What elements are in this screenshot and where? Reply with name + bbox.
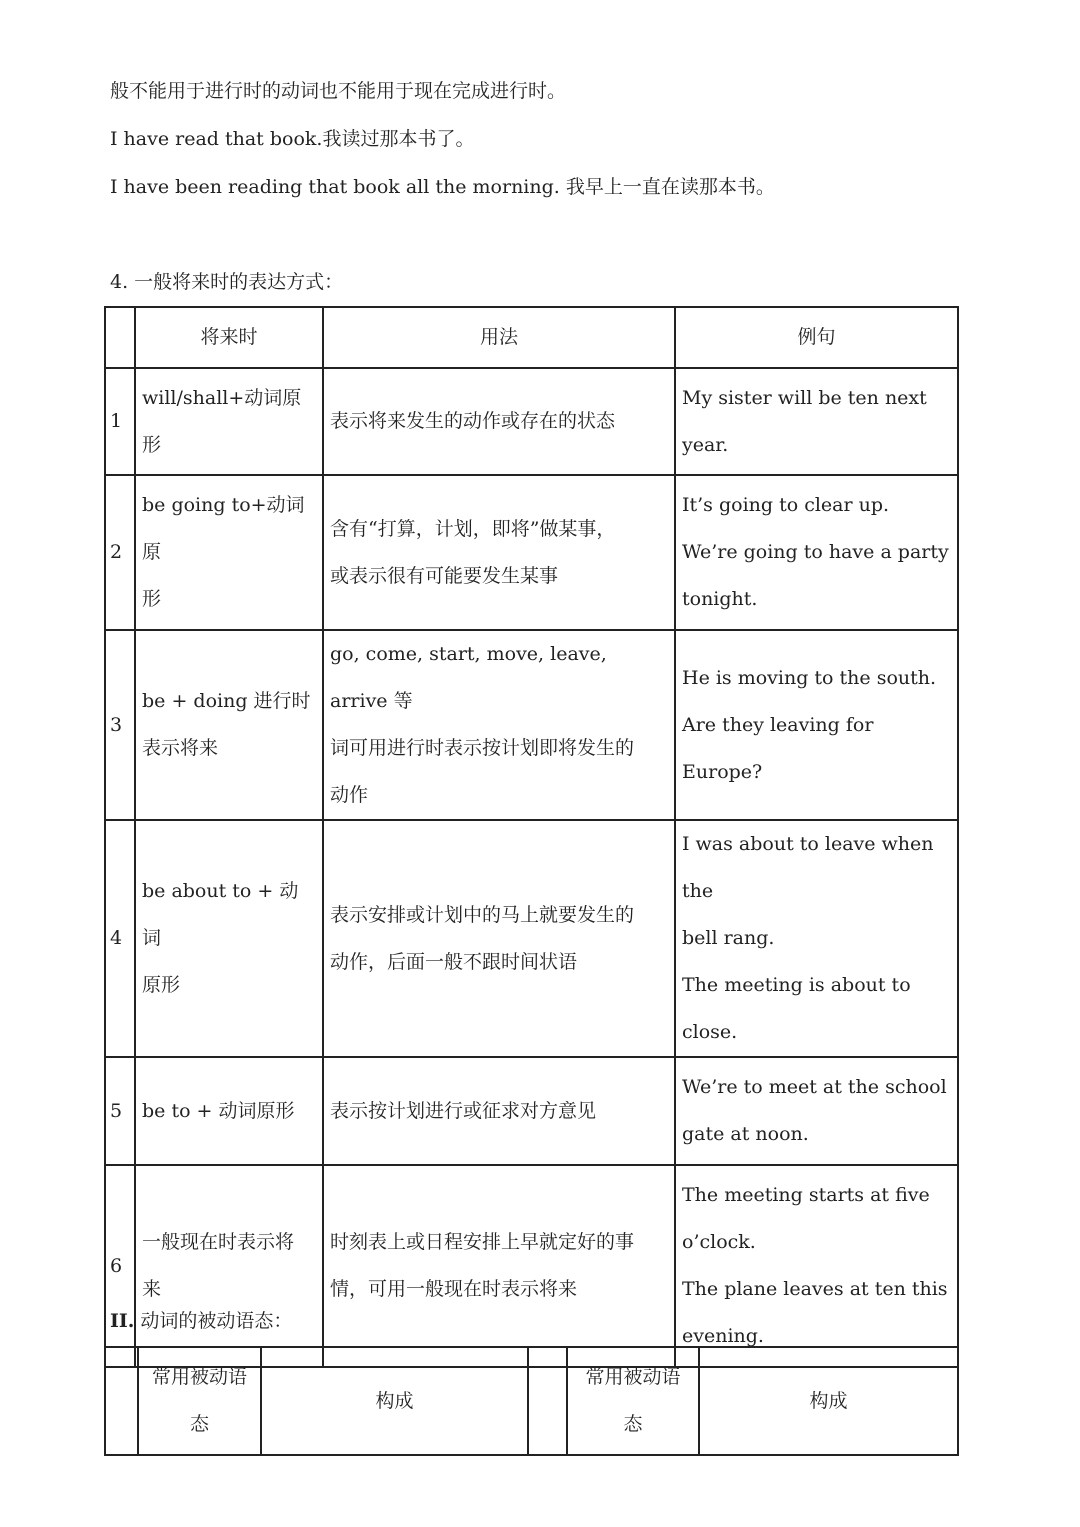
future-tense-table — [104, 306, 959, 1368]
row-number-cell: 1 — [105, 368, 135, 475]
example-cell-line: evening. — [682, 1325, 764, 1347]
example-cell — [675, 475, 958, 630]
usage-cell-line: 表示将来发生的动作或存在的状态 — [330, 410, 616, 432]
header-cell-index — [105, 307, 135, 368]
row-number-cell: 6 — [105, 1165, 135, 1367]
usage-cell-line: 含有“打算，计划，即将”做某事， — [330, 517, 616, 540]
tense-form-cell — [135, 475, 323, 630]
passive-header-common-2-line1: 常用被动语 — [585, 1366, 681, 1388]
example-cell-line: It’s going to clear up. — [682, 494, 890, 516]
usage-cell-line: 或表示很有可能要发生某事 — [330, 564, 559, 587]
usage-cell — [323, 630, 675, 820]
tense-form-cell-line: be going to+动词原 — [142, 494, 305, 563]
tense-form-cell-line: 表示将来 — [142, 737, 219, 759]
tense-form-cell-line: 形 — [142, 433, 162, 456]
passive-header-common-2 — [567, 1347, 699, 1455]
usage-cell-line: 情，可用一般现在时表示将来 — [330, 1278, 578, 1300]
tense-form-cell — [135, 630, 323, 820]
row-number-cell: 2 — [105, 475, 135, 630]
table-row — [105, 368, 958, 475]
intro-line-1: 般不能用于进行时的动词也不能用于现在完成进行时。 — [110, 80, 567, 102]
example-cell-line: He is moving to the south. — [682, 666, 937, 689]
passive-header-common-2-line2: 态 — [623, 1413, 643, 1435]
table-header-row — [105, 307, 958, 368]
usage-cell-line: 动作，后面一般不跟时间状语 — [330, 950, 578, 973]
tense-form-cell-line: 来 — [142, 1278, 162, 1300]
section-ii-heading — [110, 1309, 292, 1333]
header-cell-tense: 将来时 — [135, 307, 323, 368]
passive-header-common-1-line1: 常用被动语 — [151, 1366, 247, 1388]
tense-form-cell — [135, 1057, 323, 1165]
tense-form-cell-line: be to + 动词原形 — [142, 1099, 295, 1122]
example-cell — [675, 1165, 958, 1367]
usage-cell-line: 表示安排或计划中的马上就要发生的 — [330, 903, 635, 926]
section-ii-roman: II. — [110, 1310, 135, 1332]
passive-header-common-1 — [138, 1347, 261, 1455]
example-cell-line: o’clock. — [682, 1231, 756, 1253]
intro-line-3: I have been reading that book all the morning. 我早上一直在读那本书。 — [110, 176, 775, 198]
row-number-cell: 5 — [105, 1057, 135, 1165]
usage-cell-line: 表示按计划进行或征求对方意见 — [330, 1099, 597, 1122]
tense-form-cell-line: will/shall+动词原 — [142, 386, 302, 409]
example-cell-line: Are they leaving for Europe? — [682, 713, 874, 783]
tense-form-cell — [135, 820, 323, 1057]
example-cell-line: gate at noon. — [682, 1123, 809, 1145]
passive-header-structure-2: 构成 — [699, 1347, 958, 1455]
usage-cell — [323, 475, 675, 630]
usage-cell-line: 词可用进行时表示按计划即将发生的 — [330, 737, 635, 759]
passive-voice-table — [104, 1346, 959, 1456]
usage-cell-line: go, come, start, move, leave, arrive 等 — [330, 643, 607, 712]
example-cell — [675, 820, 958, 1057]
example-cell-line: I was about to leave when the — [682, 833, 934, 902]
passive-header-row — [105, 1347, 958, 1455]
row-number-cell: 3 — [105, 630, 135, 820]
table-row — [105, 475, 958, 630]
passive-header-structure-1: 构成 — [261, 1347, 528, 1455]
usage-cell — [323, 368, 675, 475]
header-cell-usage: 用法 — [323, 307, 675, 368]
passive-header-common-1-line2: 态 — [189, 1413, 209, 1435]
passive-header-index-2 — [528, 1347, 567, 1455]
example-cell-line: The meeting starts at five — [682, 1184, 930, 1206]
usage-cell — [323, 820, 675, 1057]
example-cell-line: The meeting is about to close. — [682, 974, 911, 1043]
tense-form-cell-line: 原形 — [142, 974, 181, 996]
table-row — [105, 1165, 958, 1367]
table-row — [105, 630, 958, 820]
tense-form-cell — [135, 1165, 323, 1367]
example-cell-line: The plane leaves at ten this — [682, 1278, 948, 1300]
example-cell-line: My sister will be ten next year. — [682, 386, 927, 456]
table-row — [105, 820, 958, 1057]
usage-cell — [323, 1165, 675, 1367]
table-row — [105, 1057, 958, 1165]
example-cell-line: tonight. — [682, 588, 758, 610]
example-cell — [675, 1057, 958, 1165]
row-number-cell: 4 — [105, 820, 135, 1057]
header-cell-example: 例句 — [675, 307, 958, 368]
example-cell — [675, 630, 958, 820]
section-4-heading: 4. 一般将来时的表达方式： — [110, 271, 344, 293]
intro-line-2: I have read that book.我读过那本书了。 — [110, 128, 475, 150]
passive-header-index-1 — [105, 1347, 138, 1455]
example-cell-line: We’re to meet at the school — [682, 1076, 947, 1098]
usage-cell-line: 动作 — [330, 784, 369, 806]
tense-form-cell-line: 形 — [142, 588, 162, 610]
tense-form-cell — [135, 368, 323, 475]
tense-form-cell-line: 一般现在时表示将 — [142, 1231, 295, 1253]
example-cell-line: bell rang. — [682, 927, 775, 949]
usage-cell-line: 时刻表上或日程安排上早就定好的事 — [330, 1231, 635, 1253]
tense-form-cell-line: be + doing 进行时 — [142, 690, 311, 712]
section-ii-title: 动词的被动语态： — [134, 1310, 293, 1332]
usage-cell — [323, 1057, 675, 1165]
example-cell-line: We’re going to have a party — [682, 541, 949, 563]
tense-form-cell-line: be about to + 动词 — [142, 880, 299, 949]
example-cell — [675, 368, 958, 475]
